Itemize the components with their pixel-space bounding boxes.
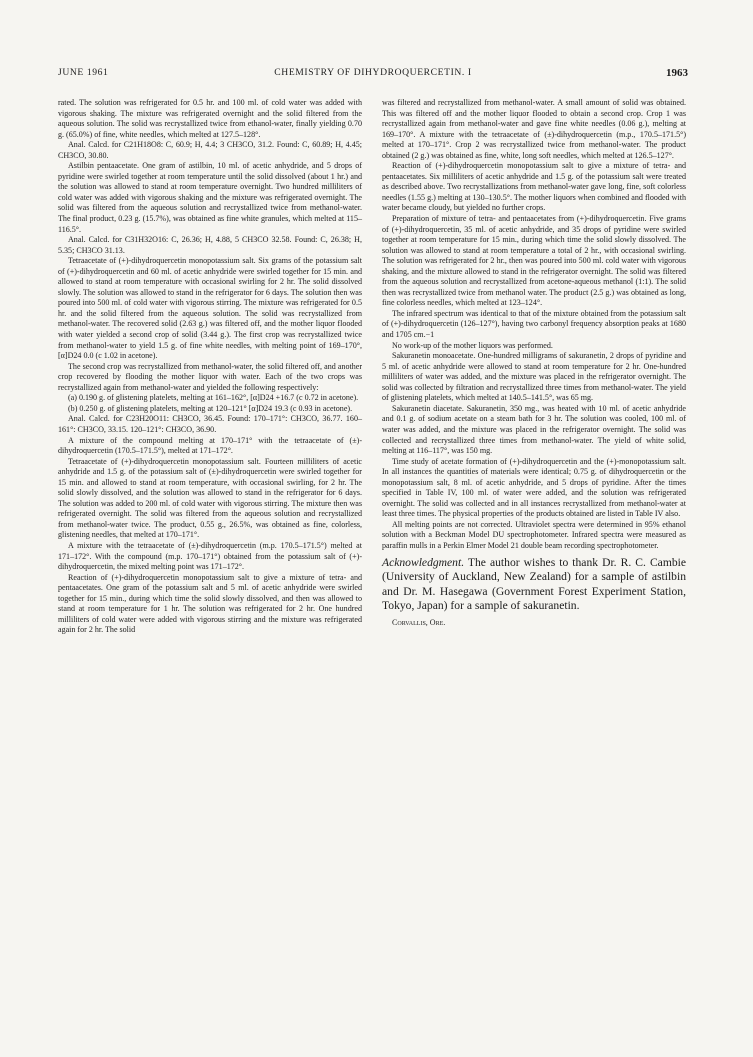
left-paragraph: Anal. Calcd. for C21H18O8: C, 60.9; H, 4.4; 3 CH3CO, 31.2. Found: C, 60.89; H, 4.45; CH3CO, 30.80. [58,140,362,160]
right-paragraph: All melting points are not corrected. Ultraviolet spectra were determined in 95% ethanol solution with a Beckman Model DU spectrophotometer. Infrared spectra were measured as paraffin mulls in a Perkin Elmer Model 21 double beam recording spectrophotometer. [382,519,686,550]
acknowledgment-body: The author wishes to thank Dr. R. C. Cambie (University of Auckland, New Zealand) for a sample of astilbin and Dr. M. Hasegawa (Government Forest Experiment Station, Tokyo, Japan) for a sample of sakuranetin. [382,555,686,613]
left-paragraph: A mixture with the tetraacetate of (±)-dihydroquercetin (m.p. 170.5–171.5°) melted at 171–172°. With the compound (m.p. 170–171°) obtained from the potassium salt of (+)-dihydroquercetin, the mixed melting point was 171–172°. [58,540,362,572]
right-column-paragraphs [382,98,686,552]
header-date: JUNE 1961 [58,67,109,78]
running-header [58,67,688,81]
header-title: CHEMISTRY OF DIHYDROQUERCETIN. I [274,67,472,78]
left-paragraph: Tetraacetate of (+)-dihydroquercetin monopotassium salt. Fourteen milliliters of acetic anhydride and 1.5 g. of the potassium salt of (±)-dihydroquercetin were swirled together for 15 min. and allowed to stand at room temperature, with occasional swirling, for 2 hr. The solid slowly dissolved, and the solution was allowed to stand in the refrigerator for 6 days. The solution was added to 200 ml. of cold water with vigorous stirring. The mixture then was refrigerated overnight. The solid was filtered from the aqueous solution and recrystallized from methanol-water twice. The product, 0.55 g., 26.5%, was obtained as fine, colorless, glistening needles, that melted at 170–171°. [58,456,362,540]
left-paragraph: rated. The solution was refrigerated for 0.5 hr. and 100 ml. of cold water was added with vigorous shaking. The mixture was refrigerated overnight and the solid filtered from the aqueous solution. The solid was recrystallized twice from ethanol-water, finally yielding 0.70 g. (65.0%) of fine, white needles, which melted at 127.5–128°. [58,98,362,139]
left-paragraph: Anal. Calcd. for C31H32O16: C, 26.36; H, 4.88, 5 CH3CO 32.58. Found: C, 26.38; H, 5.35; CH3CO 31.13. [58,235,362,255]
acknowledgment-heading: Acknowledgment. [382,555,465,569]
left-paragraph: Anal. Calcd. for C23H20O11: CH3CO, 36.45. Found: 170–171°: CH3CO, 36.77. 160–161°: CH3CO, 33.15. 120–121°: CH3CO, 36.90. [58,414,362,434]
page-number: 1963 [666,67,688,79]
left-column [58,98,362,636]
left-paragraph: (b) 0.250 g. of glistening platelets, melting at 120–121° [α]D24 19.3 (c 0.93 in acetone). [68,403,353,413]
left-paragraph: (a) 0.190 g. of glistening platelets, melting at 161–162°, [α]D24 +16.7 (c 0.72 in acetone). [68,393,359,403]
right-paragraph: Preparation of mixture of tetra- and pentaacetates from (+)-dihydroquercetin. Five grams of (+)-dihydroquercetin, 35 ml. of acetic anhydride, and 35 drops of pyridine were swirled together at room temperature for 15 min., during which time the solid slowly dissolved. The solution was allowed to stand at room temperature a total of 2 hr., with occasional swirling. The solution was refrigerated for 2 hr., then was poured into 500 ml. cold water with vigorous shaking, and the mixture allowed to stand in the refrigerator overnight. The solid was filtered from the aqueous solution and recrystallized from acetone-aqueous methanol (1:1). The solid then was recrystallized twice from methanol water. The product (2.5 g.) was obtained as long, fine colorless needles, which melted at 123–124°. [382,214,686,308]
right-paragraph: Sakuranetin diacetate. Sakuranetin, 350 mg., was heated with 10 ml. of acetic anhydride and 0.1 g. of sodium acetate on a steam bath for 3 hr. The solution was cooled, 100 ml. of water was added, and the mixture was placed in the refrigerator overnight. The solid was collected and recrystallized three times from methanol-water. The yield of white solid, melting at 116–117°, was 150 mg. [382,403,686,456]
left-paragraph: Astilbin pentaacetate. One gram of astilbin, 10 ml. of acetic anhydride, and 5 drops of pyridine were swirled together at room temperature until the solid dissolved (about 1 hr.) and the solution was allowed to stand at room temperature overnight. Two hundred milliliters of cold water was added with vigorous shaking and the mixture was refrigerated overnight. The solid was filtered from the aqueous solution and recrystallized twice from methanol-water. The final product, 0.23 g. (15.7%), was obtained as fine white granules, which melted at 115–116.5°. [58,161,362,234]
left-paragraph: Tetraacetate of (+)-dihydroquercetin monopotassium salt. Six grams of the potassium salt of (+)-dihydroquercetin and 60 ml. of acetic anhydride were swirled together for 15 min. and allowed to stand at room temperature with occasional swirling for 2 hr. The solid dissolved slowly. The solution was allowed to stand in the refrigerator for 6 days. The solution then was poured into 500 ml. of cold water with vigorous stirring. The mixture was refrigerated for 0.5 hr. and the solid filtered from the aqueous solution. The solid was recrystallized from methanol-water. The recovered solid (2.63 g.) was filtered off, and the mother liquor flooded with water yielded a second crop of solid (3.44 g.). The first crop was recrystallized twice from methanol-water to yield 1.5 g. of fine white needles, with melting point of 169–170°, [α]D24 0.0 (c 1.02 in acetone). [58,256,362,361]
left-paragraph: The second crop was recrystallized from methanol-water, the solid filtered off, and another crop recovered by flooding the mother liquor with water. Each of the two crops was recrystallized again from methanol-water and yielded the following respectively: [58,361,362,392]
right-paragraph: The infrared spectrum was identical to that of the mixture obtained from the potassium salt of (+)-dihydroquercetin (126–127°), having two carbonyl frequency absorption peaks at 1680 and 1705 cm.−1 [382,308,686,340]
right-paragraph: was filtered and recrystallized from methanol-water. A small amount of solid was obtained. This was filtered off and the mother liquor flooded to obtain a second crop. Crop 1 was recrystallized again from methanol-water and gave fine white needles (0.06 g.), melting at 169–170°. A mixture with the tetraacetate of (±)-dihydroquercetin (m.p., 170.5–171.5°) melted at 170–171°. Crop 2 was recrystallized twice from methanol-water. The product obtained (2 g.) was obtained as fine, white, long soft needles, which melted at 126.5–127°. [382,98,686,160]
right-paragraph: Time study of acetate formation of (+)-dihydroquercetin and the (+)-monopotassium salt. In all instances the quantities of materials were identical; 0.75 g. of dihydroquercetin or the monopotassium salt, 8 ml. of acetic anhydride, and 5 drops of pyridine. After the times specified in Table IV, 100 ml. of water were added, and the solution was refrigerated overnight. The solid was collected and in all instances recrystallized from methanol-water at least three times. The physical properties of the products obtained are listed in Table IV also. [382,456,686,519]
author-location: Corvallis, Ore. [392,617,446,627]
right-paragraph: No work-up of the mother liquors was performed. [392,340,553,350]
left-paragraph: Reaction of (+)-dihydroquercetin monopotassium salt to give a mixture of tetra- and pentaacetates. One gram of the potassium salt and 5 ml. of acetic anhydride were swirled together for 15 min., during which time the solid slowly dissolved, and then was allowed to stand at room temperature for 1 hr. The solution was refrigerated for 2 hr. One hundred milliliters of cold water were added with vigorous stirring and the mixture was refrigerated again for 2 hr. The solid [58,572,362,635]
left-paragraph: A mixture of the compound melting at 170–171° with the tetraacetate of (±)-dihydroquercetin (170.5–171.5°), melted at 171–172°. [58,435,362,456]
right-paragraph: Reaction of (+)-dihydroquercetin monopotassium salt to give a mixture of tetra- and pentaacetates. Six milliliters of acetic anhydride and 1.5 g. of the potassium salt were treated as described above. Two recrystallizations from methanol-water gave long, fine, soft colorless needles (1.55 g.) melting at 130–130.5°. The mother liquors when combined and flooded with water became cloudy, but yielded no further crops. [382,161,686,213]
acknowledgment-paragraph [382,556,686,614]
right-column [382,98,686,628]
right-paragraph: Sakuranetin monoacetate. One-hundred milligrams of sakuranetin, 2 drops of pyridine and 5 ml. of acetic anhydride were allowed to stand at room temperature for 2 hr. One-hundred milliliters of water was added, and the mixture was placed in the refrigerator overnight. The solid was collected by filtration and recrystallized three times from methanol-water. The yield of glistening platelets, which melted at 140.5–141.5°, was 65 mg. [382,351,686,403]
